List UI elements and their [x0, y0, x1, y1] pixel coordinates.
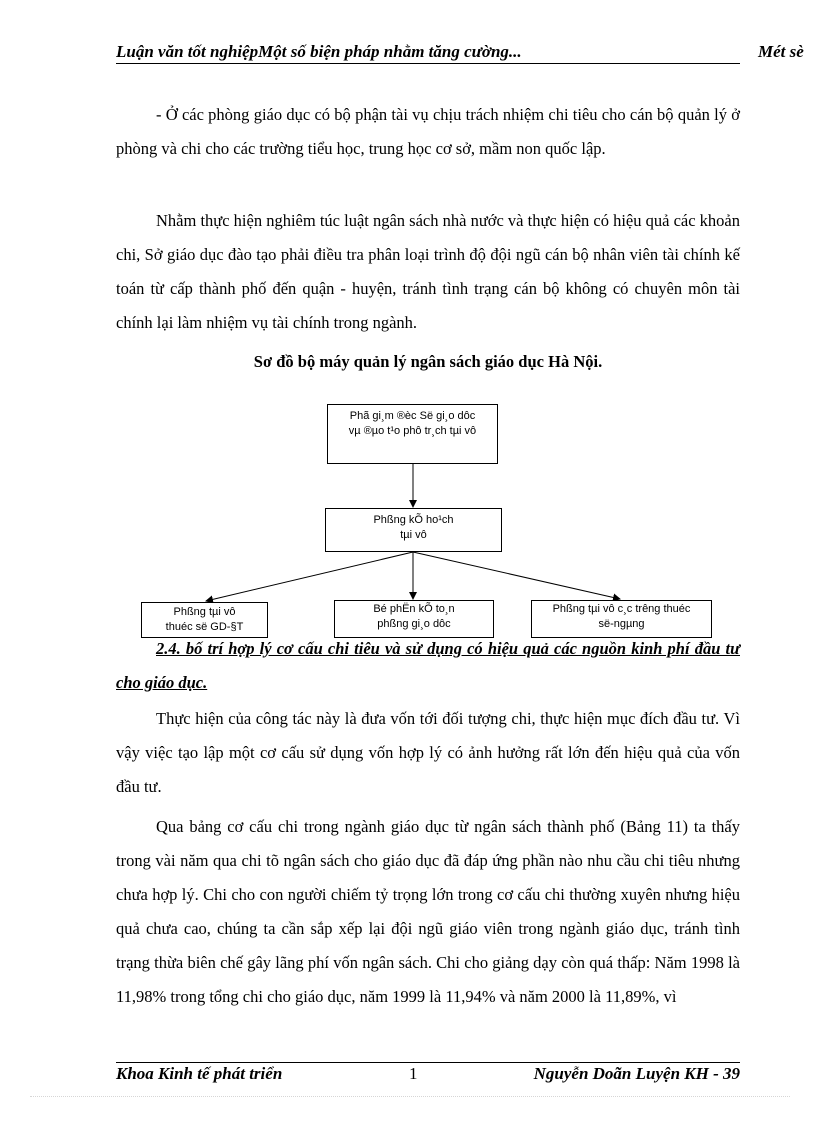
section-heading-text: 2.4. bố trí hợp lý cơ cấu chi tiêu và sử dụng có hiệu quả các nguồn kinh phí đầu tư cho giáo dục. — [116, 639, 740, 692]
arrow-middle-to-right — [413, 552, 620, 599]
diagram-title: Sơ đồ bộ máy quản lý ngân sách giáo dục Hà Nội. — [253, 352, 603, 371]
footer-rule — [116, 1062, 740, 1063]
box-deputy-director-line-1: Phã gi¸m ®èc Së gi¸o dôc — [349, 410, 476, 422]
section-heading — [116, 632, 740, 700]
box-planning-finance — [325, 508, 502, 552]
box-dept-finance-line-2: thuéc së GD-§T — [165, 621, 244, 633]
box-deputy-director-line-2: vµ ®µo t¹o phô tr¸ch tµi vô — [348, 425, 477, 437]
paragraph-4: Qua bảng cơ cấu chi trong ngành giáo dục từ ngân sách thành phố (Bảng 11) ta thấy trong vài năm qua chi tõ ngân sách cho giáo dục đã đáp ứng phần nào nhu cầu chi tiêu nhưng chưa hợp lý. Chi cho con người chiếm tỷ trọng lớn trong cơ cấu chi thường xuyên nhưng hiệu quả chưa cao, chúng ta cần sắp xếp lại đội ngũ giáo viên trong ngành giáo dục, tránh tình trạng thừa biên chế gây lãng phí vốn ngân sách. Chi cho giảng dạy còn quá thấp: Năm 1998 là 11,98% trong tổng chi cho giáo dục, năm 1999 là 11,94% và năm 2000 là 11,89%, vì — [116, 817, 740, 1006]
box-accounting-line-2: phßng gi¸o dôc — [377, 618, 451, 630]
footer-faculty: Khoa Kinh tế phát triển — [116, 1064, 283, 1083]
running-footer — [116, 1064, 740, 1090]
header-right-text: Mét sè — [758, 42, 804, 61]
box-dept-finance-line-1: Phßng tµi vô — [173, 606, 236, 618]
arrow-middle-to-left — [206, 552, 413, 601]
header-rule — [116, 63, 740, 64]
box-accounting-line-1: Bé phËn kÕ to¸n — [373, 603, 455, 615]
box-school-finance-line-1: Phßng tµi vô c¸c trêng thuéc — [552, 603, 691, 615]
page-number: 1 — [409, 1064, 418, 1083]
box-school-finance-line-2: së-ngµng — [598, 618, 645, 630]
paragraph-2: Nhằm thực hiện nghiêm túc luật ngân sách nhà nước và thực hiện có hiệu quả các khoản chi, Sở giáo dục đào tạo phải điều tra phân loại trình độ đội ngũ cán bộ nhân viên tài chính kế toán từ cấp thành phố đến quận - huyện, tránh tình trạng cán bộ không có chuyên môn tài chính lại làm nhiệm vụ tài chính trong ngành. — [116, 211, 740, 332]
header-title: Luận văn tốt nghiệpMột số biện pháp nhằm tăng cường... — [116, 42, 522, 61]
page-edge-dots — [30, 1096, 790, 1097]
box-planning-finance-line-1: Phßng kÕ ho¹ch — [373, 514, 454, 526]
paragraph-3: Thực hiện của công tác này là đưa vốn tới đối tượng chi, thực hiện mục đích đầu tư. Vì vậy việc tạo lập một cơ cấu sử dụng vốn hợp lý có ảnh hưởng rất lớn đến hiệu quả của vốn đầu tư. — [116, 709, 740, 796]
box-deputy-director — [327, 404, 498, 464]
running-header — [116, 42, 816, 68]
box-planning-finance-line-2: tµi vô — [400, 529, 427, 541]
footer-author: Nguyễn Doãn Luyện KH - 39 — [533, 1064, 740, 1083]
paragraph-1: - Ở các phòng giáo dục có bộ phận tài vụ chịu trách nhiệm chi tiêu cho cán bộ quản lý ở phòng và chi cho các trường tiểu học, trung học cơ sở, mầm non quốc lập. — [116, 105, 740, 158]
